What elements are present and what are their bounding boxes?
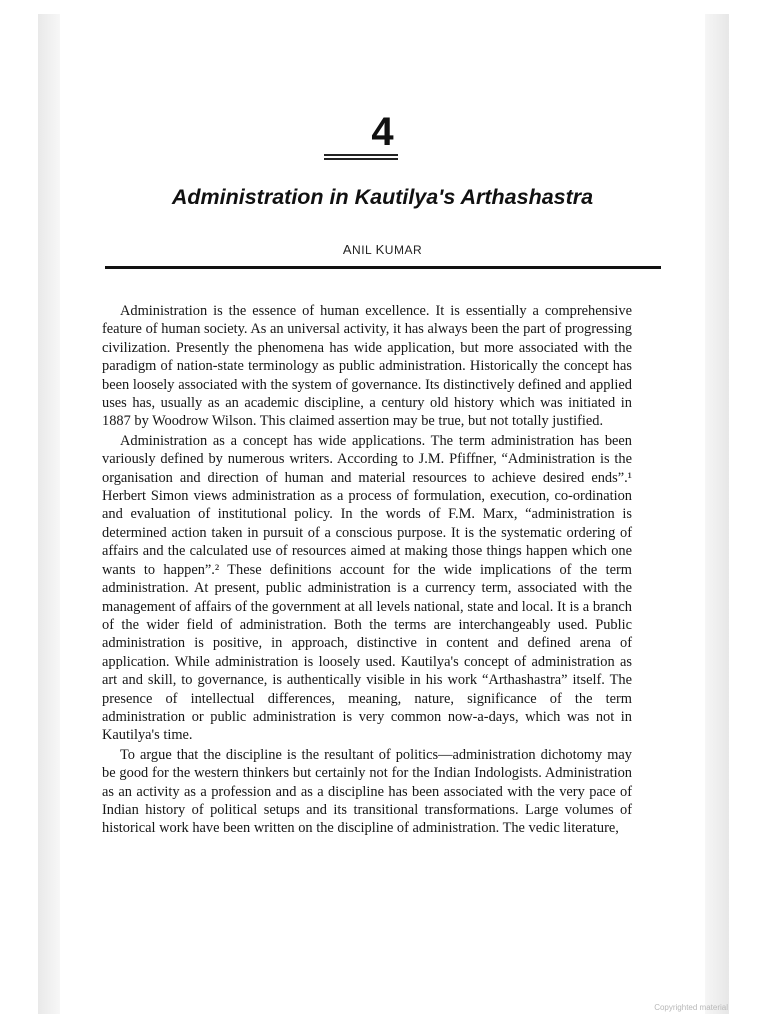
copyright-watermark: Copyrighted material (654, 1003, 728, 1012)
paragraph-3: To argue that the discipline is the resultant of politics—administration dichotomy may be good for the western thinkers but certainly not for the Indian Indologists. Administration as an activity as a profession and as a discipline has been associated with the very pace of Indian history of political setups and its transitional transformations. Large volumes of historical work have been written on the discipline of administration. The vedic literature, (102, 746, 632, 837)
page-edge-left (38, 14, 60, 1014)
chapter-body (102, 302, 632, 838)
chapter-number-rule-top (324, 154, 398, 156)
paragraph-2: Administration as a concept has wide applications. The term administration has been variously defined by numerous writers. According to J.M. Pfiffner, “Administration is the organisation and direction of human and material resources to achieve desired ends”.¹ Herbert Simon views administration as a process of formulation, execution, co-ordination and evaluation of institutional policy. In the words of F.M. Marx, “administration is determined action taken in pursuit of a conscious purpose. It is the systematic ordering of affairs and the calculated use of resources aimed at making those things happen which one wants to happen”.² These definitions account for the wide implications of the term administration. At present, public administration is a currency term, associated with the management of affairs of the government at all levels national, state and local. It is a branch of the wider field of administration. Both the terms are interchangeably used. Public administration is positive, in approach, distinctive in content and defined arena of application. While administration is loosely used. Kautilya's concept of administration as art and skill, to governance, is authentically visible in his work “Arthashastra” itself. The presence of intellectual differences, meaning, nature, significance of the term administration or public administration is very common now-a-days, which was not in Kautilya's time. (102, 432, 632, 744)
chapter-title: Administration in Kautilya's Arthashastra (171, 185, 594, 209)
chapter-number: 4 (371, 110, 394, 154)
paragraph-1: Administration is the essence of human excellence. It is essentially a comprehensive feature of human society. As an universal activity, it has always been the part of progressing civilization. Presently the phenomena has wide application, but more associated with the paradigm of nation-state terminology as public administration. Historically the concept has been loosely associated with the system of governance. Its distinctively defined and applied uses has, usually as an academic discipline, a century old history which was initiated in 1887 by Woodrow Wilson. This claimed assertion may be true, but not totally justified. (102, 303, 632, 430)
title-rule (105, 266, 661, 269)
author-name: ANIL KUMAR (342, 242, 423, 257)
chapter-number-rule-bottom (324, 158, 398, 160)
page-edge-right (705, 14, 729, 1014)
book-page (60, 14, 705, 1014)
